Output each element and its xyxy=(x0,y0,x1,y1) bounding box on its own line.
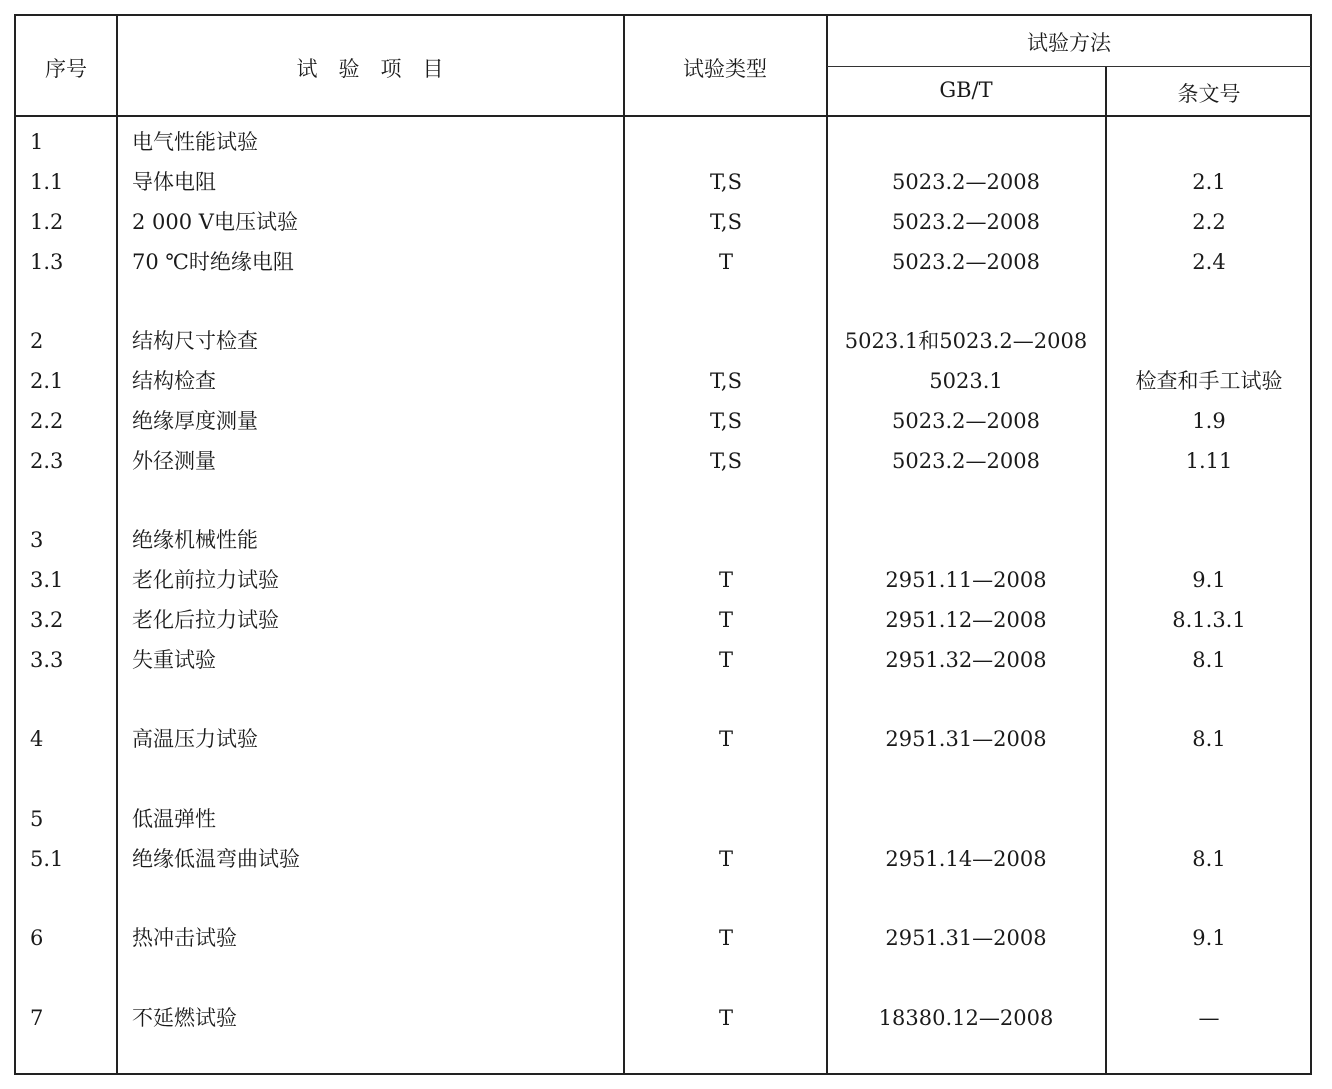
row-test-type xyxy=(626,526,826,554)
row-number: 3.3 xyxy=(30,648,64,672)
row-gbt-standard: 2951.32—2008 xyxy=(885,648,1047,672)
row-clause xyxy=(1107,526,1311,554)
row-gbt-standard: 5023.2—2008 xyxy=(892,449,1040,473)
row-number: 1.1 xyxy=(30,170,64,194)
row-gbt-standard: 5023.1和5023.2—2008 xyxy=(844,329,1088,353)
row-item: 外径测量 xyxy=(132,449,216,473)
row-number: 5 xyxy=(30,807,44,831)
row-test-type xyxy=(626,327,826,355)
row-clause xyxy=(1107,327,1311,355)
row-test-type xyxy=(626,805,826,833)
header-item: 试 验 项 目 xyxy=(296,57,444,81)
row-gbt-standard xyxy=(828,805,1104,833)
row-gbt-standard xyxy=(828,526,1104,554)
row-item: 绝缘低温弯曲试验 xyxy=(132,847,300,871)
row-item: 电气性能试验 xyxy=(132,130,258,154)
row-clause: 1.9 xyxy=(1192,409,1226,433)
column-divider xyxy=(116,14,118,1075)
row-clause xyxy=(1107,805,1311,833)
row-test-type: T,S xyxy=(710,170,742,194)
row-item: 绝缘厚度测量 xyxy=(132,409,258,433)
row-test-type: T xyxy=(718,648,733,672)
row-item: 结构尺寸检查 xyxy=(132,329,258,353)
row-clause: 8.1 xyxy=(1192,727,1226,751)
row-item: 导体电阻 xyxy=(132,170,216,194)
row-number: 2.1 xyxy=(30,369,64,393)
row-test-type: T xyxy=(718,608,733,632)
header-subdivider xyxy=(827,66,1311,67)
row-number: 3.1 xyxy=(30,568,64,592)
row-number: 6 xyxy=(30,926,44,950)
row-test-type: T xyxy=(718,1006,733,1030)
row-item: 失重试验 xyxy=(132,648,216,672)
row-clause: 2.2 xyxy=(1192,210,1226,234)
row-gbt-standard xyxy=(828,128,1104,156)
row-gbt-standard: 5023.2—2008 xyxy=(892,210,1040,234)
row-test-type: T xyxy=(718,568,733,592)
row-test-type: T,S xyxy=(710,409,742,433)
row-clause xyxy=(1107,128,1311,156)
row-item: 不延燃试验 xyxy=(132,1006,237,1030)
row-gbt-standard: 18380.12—2008 xyxy=(878,1006,1054,1030)
row-item: 绝缘机械性能 xyxy=(132,528,258,552)
header-rule xyxy=(14,115,1312,117)
row-number: 3.2 xyxy=(30,608,64,632)
row-number: 2.2 xyxy=(30,409,64,433)
row-test-type: T xyxy=(718,250,733,274)
row-clause: 8.1 xyxy=(1192,847,1226,871)
row-item: 70 ℃时绝缘电阻 xyxy=(132,250,294,274)
row-test-type xyxy=(626,128,826,156)
row-number: 7 xyxy=(30,1006,44,1030)
row-clause: 2.4 xyxy=(1192,250,1226,274)
row-item: 低温弹性 xyxy=(132,807,216,831)
row-number: 1.3 xyxy=(30,250,64,274)
row-gbt-standard: 5023.2—2008 xyxy=(892,409,1040,433)
row-gbt-standard: 2951.11—2008 xyxy=(885,568,1047,592)
row-item: 2 000 V电压试验 xyxy=(132,210,298,234)
row-number: 4 xyxy=(30,727,44,751)
row-item: 结构检查 xyxy=(132,369,216,393)
row-clause: — xyxy=(1198,1006,1220,1030)
row-gbt-standard: 2951.31—2008 xyxy=(885,727,1047,751)
row-item: 老化后拉力试验 xyxy=(132,608,279,632)
row-test-type: T xyxy=(718,727,733,751)
row-test-type: T xyxy=(718,926,733,950)
row-clause: 1.11 xyxy=(1185,449,1233,473)
header-gbt: GB/T xyxy=(939,78,993,102)
row-clause: 检查和手工试验 xyxy=(1135,369,1283,393)
row-clause: 8.1.3.1 xyxy=(1172,608,1246,632)
row-gbt-standard: 2951.31—2008 xyxy=(885,926,1047,950)
column-divider xyxy=(623,14,625,1075)
row-number: 5.1 xyxy=(30,847,64,871)
row-clause: 8.1 xyxy=(1192,648,1226,672)
row-number: 3 xyxy=(30,528,44,552)
row-gbt-standard: 5023.2—2008 xyxy=(892,250,1040,274)
row-test-type: T,S xyxy=(710,449,742,473)
row-test-type: T,S xyxy=(710,369,742,393)
header-method: 试验方法 xyxy=(1027,31,1111,55)
row-test-type: T,S xyxy=(710,210,742,234)
row-gbt-standard: 5023.1 xyxy=(929,369,1003,393)
header-seq: 序号 xyxy=(45,57,87,81)
row-number: 2 xyxy=(30,329,44,353)
row-number: 1.2 xyxy=(30,210,64,234)
row-clause: 9.1 xyxy=(1192,568,1226,592)
row-gbt-standard: 5023.2—2008 xyxy=(892,170,1040,194)
row-clause: 2.1 xyxy=(1192,170,1226,194)
row-test-type: T xyxy=(718,847,733,871)
header-clause: 条文号 xyxy=(1177,82,1241,106)
row-item: 老化前拉力试验 xyxy=(132,568,279,592)
row-gbt-standard: 2951.14—2008 xyxy=(885,847,1047,871)
row-gbt-standard: 2951.12—2008 xyxy=(885,608,1047,632)
row-item: 高温压力试验 xyxy=(132,727,258,751)
header-type: 试验类型 xyxy=(683,57,767,81)
row-number: 2.3 xyxy=(30,449,64,473)
row-clause: 9.1 xyxy=(1192,926,1226,950)
row-number: 1 xyxy=(30,130,44,154)
row-item: 热冲击试验 xyxy=(132,926,237,950)
